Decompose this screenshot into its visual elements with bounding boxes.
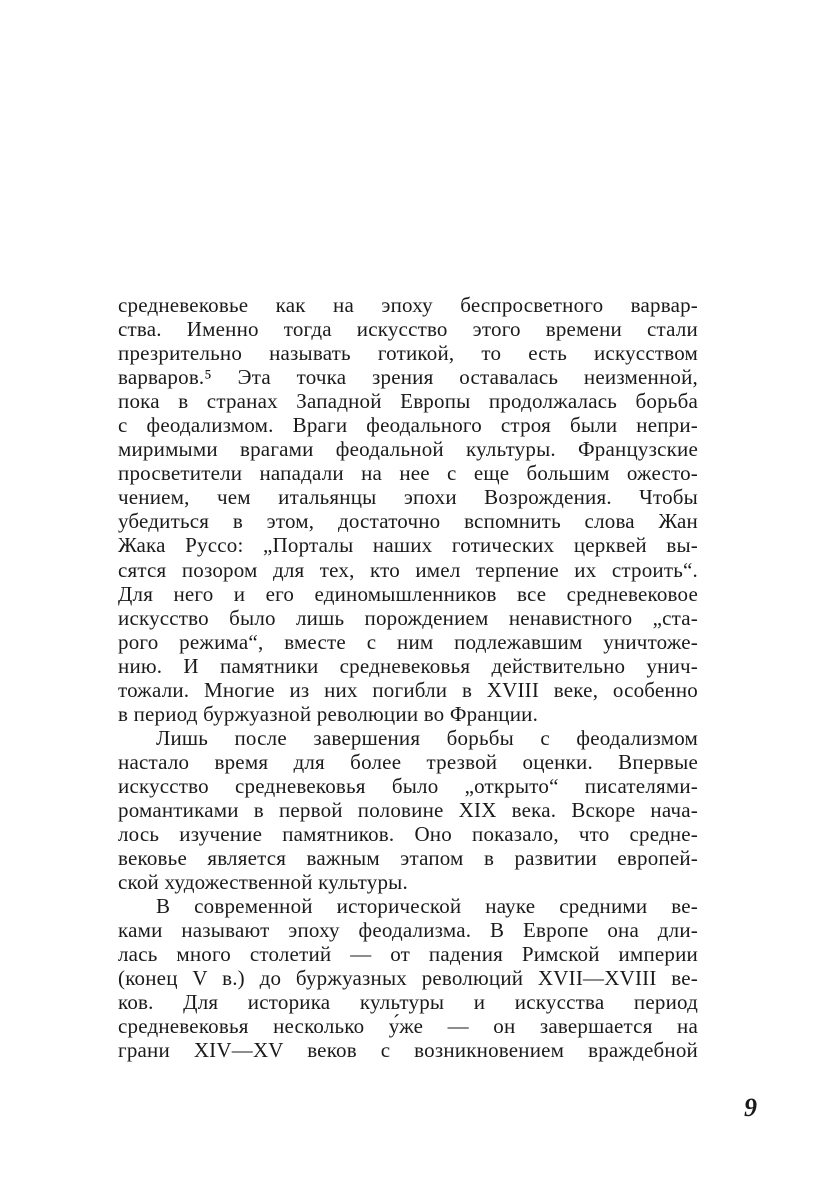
text-line: лось изучение памятников. Оно показало, что средне- — [118, 822, 698, 847]
text-line: миримыми врагами феодальной культуры. Французские — [118, 437, 698, 462]
text-line: Для него и его единомышленников все средневековое — [118, 581, 698, 606]
text-line: романтиками в первой половине XIX века. Вскоре нача- — [118, 797, 698, 822]
text-line: искусство средневековья было „открыто“ писателями- — [118, 773, 698, 798]
text-line: искусство было лишь порождением ненавистного „ста- — [118, 605, 698, 630]
body-text — [118, 293, 698, 1063]
text-line: пока в странах Западной Европы продолжалась борьба — [118, 389, 698, 414]
text-line: в период буржуазной революции во Франции. — [118, 701, 539, 726]
text-line: Жака Руссо: „Порталы наших готических церквей вы- — [118, 533, 698, 558]
text-line: убедиться в этом, достаточно вспомнить слова Жан — [118, 509, 698, 534]
text-line: (конец V в.) до буржуазных революций XVII—XVIII ве- — [118, 966, 698, 991]
text-line: В современной исторической науке средними ве- — [156, 894, 698, 919]
text-line: ской художественной культуры. — [118, 870, 408, 895]
text-line: вековье является важным этапом в развитии европей- — [118, 846, 698, 871]
text-line: ства. Именно тогда искусство этого времени стали — [118, 317, 698, 342]
text-line: чением, чем итальянцы эпохи Возрождения. Чтобы — [118, 485, 698, 510]
text-line: настало время для более трезвой оценки. Впервые — [118, 749, 698, 774]
text-line: ков. Для историка культуры и искусства период — [118, 990, 698, 1015]
text-line: тожали. Многие из них погибли в XVIII веке, особенно — [118, 677, 698, 702]
text-line: ками называют эпоху феодализма. В Европе она дли- — [118, 918, 698, 943]
paragraph-2 — [118, 726, 698, 894]
text-line: нию. И памятники средневековья действительно унич- — [118, 653, 698, 678]
text-line: лась много столетий — от падения Римской империи — [118, 942, 698, 967]
text-line: презрительно называть готикой, то есть искусством — [118, 341, 698, 366]
text-line: варваров.⁵ Эта точка зрения оставалась неизменной, — [118, 365, 698, 390]
text-line: средневековье как на эпоху беспросветного варвар- — [118, 293, 698, 317]
page-number: 9 — [744, 1093, 757, 1122]
text-line: грани XIV—XV веков с возникновением враждебной — [118, 1038, 698, 1063]
text-line: средневековья несколько у́же — он завершается на — [118, 1014, 698, 1039]
paragraph-3 — [118, 894, 698, 1062]
text-line: Лишь после завершения борьбы с феодализмом — [156, 725, 698, 750]
text-line: рого режима“, вместе с ним подлежавшим уничтоже- — [118, 629, 698, 654]
text-line: с феодализмом. Враги феодального строя были непри- — [118, 413, 698, 438]
text-line: просветители нападали на нее с еще большим ожесто- — [118, 461, 698, 486]
paragraph-1 — [118, 293, 698, 726]
text-line: сятся позором для тех, кто имел терпение их строить“. — [118, 557, 698, 582]
